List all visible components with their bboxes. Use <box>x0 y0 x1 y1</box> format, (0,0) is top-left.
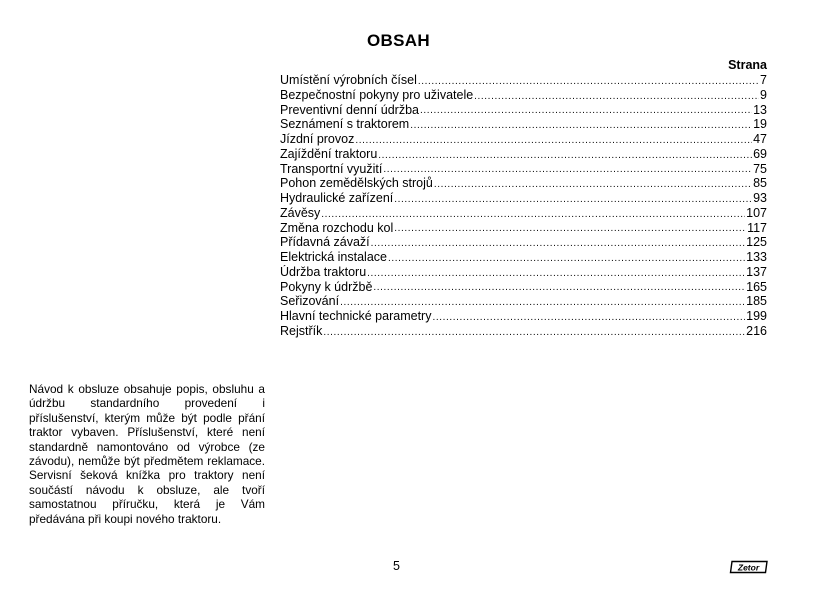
toc-entry-label: Elektrická instalace <box>280 250 387 264</box>
toc-dot-leader <box>383 163 752 176</box>
page-number: 5 <box>393 559 400 573</box>
toc-entry-page: 199 <box>746 309 767 323</box>
toc-entry <box>280 280 767 295</box>
toc-entry-label: Údržba traktoru <box>280 264 367 279</box>
toc-entry <box>280 309 767 324</box>
toc-dot-leader <box>474 90 759 103</box>
toc-dot-leader <box>410 119 752 132</box>
toc-entry-label: Rejstřík <box>280 323 323 338</box>
toc-entry-label: Přídavná závaží <box>280 235 370 250</box>
toc-entry <box>280 235 767 250</box>
toc-dot-leader <box>434 178 752 191</box>
toc-entry-page: 125 <box>746 235 767 250</box>
toc-entry-label: Hlavní technické parametry <box>280 309 432 323</box>
logo-text: Zetor <box>737 562 760 573</box>
toc-dot-leader <box>394 193 752 206</box>
toc-entry-label: Pohon zemědělských strojů <box>280 176 433 191</box>
toc-entry <box>280 250 767 265</box>
toc-entry-page: 133 <box>746 250 767 264</box>
table-of-contents <box>280 58 767 339</box>
toc-entry-label: Závěsy <box>280 205 321 220</box>
toc-entry-page: 216 <box>746 323 767 338</box>
toc-entry <box>280 88 767 103</box>
toc-entry-page: 137 <box>746 264 767 279</box>
page-title: OBSAH <box>367 31 430 50</box>
manual-note: Návod k obsluze obsahuje popis, obsluhu a údržbu standardního provedení i příslušenství, kterým může být podle přání traktor vybaven. Příslušenství, které není standardně namontováno od výrobce (ze závodu), nemůže být předmětem reklamace. Servisní šeková knížka pro traktory není součástí návodu k obsluze, ale tvoří samostatnou příručku, která je Vám předávána při koupi nového traktoru. <box>29 382 265 526</box>
toc-dot-leader <box>371 237 746 250</box>
toc-entry-label: Bezpečnostní pokyny pro uživatele <box>280 87 474 102</box>
toc-entry-page: 9 <box>760 87 767 102</box>
toc-entry <box>280 191 767 206</box>
toc-dot-leader <box>355 134 752 147</box>
toc-entry-label: Zajíždění traktoru <box>280 146 378 161</box>
toc-entry-label: Seznámení s traktorem <box>280 117 410 132</box>
toc-dot-leader <box>394 222 746 235</box>
toc-entry <box>280 132 767 147</box>
toc-entry-page: 47 <box>753 132 767 146</box>
toc-entry <box>280 324 767 339</box>
toc-entry-page: 117 <box>747 220 767 235</box>
toc-dot-leader <box>323 326 745 339</box>
toc-entry-page: 7 <box>760 73 767 87</box>
toc-dot-leader <box>340 296 745 309</box>
toc-dot-leader <box>388 252 745 265</box>
toc-entry-label: Hydraulické zařízení <box>280 191 394 205</box>
toc-entry-page: 85 <box>753 176 767 191</box>
toc-dot-leader <box>367 267 745 280</box>
toc-entry <box>280 265 767 280</box>
toc-entry-label: Pokyny k údržbě <box>280 279 373 294</box>
toc-entry <box>280 117 767 132</box>
toc-dot-leader <box>432 311 745 324</box>
zetor-logo-icon <box>729 560 769 574</box>
toc-dot-leader <box>420 104 752 117</box>
toc-entry-page: 19 <box>753 117 767 132</box>
toc-dot-leader <box>373 281 745 294</box>
toc-entry <box>280 103 767 118</box>
toc-dot-leader <box>321 208 745 221</box>
toc-entry <box>280 176 767 191</box>
toc-entry-label: Jízdní provoz <box>280 132 355 146</box>
toc-dot-leader <box>418 75 759 88</box>
toc-entry-label: Seřizování <box>280 294 340 309</box>
toc-entry-page: 75 <box>753 161 767 176</box>
toc-entry-page: 13 <box>753 102 767 117</box>
toc-entry-label: Preventivní denní údržba <box>280 102 419 117</box>
toc-list <box>280 73 767 339</box>
toc-entry <box>280 73 767 88</box>
toc-entry <box>280 162 767 177</box>
toc-entry-label: Umístění výrobních čísel <box>280 73 417 87</box>
toc-entry-page: 93 <box>753 191 767 205</box>
toc-entry-label: Změna rozchodu kol <box>280 220 394 235</box>
toc-dot-leader <box>378 149 752 162</box>
toc-page-header: Strana <box>728 58 767 72</box>
toc-entry-page: 69 <box>753 146 767 161</box>
toc-entry <box>280 221 767 236</box>
toc-entry <box>280 294 767 309</box>
toc-entry <box>280 147 767 162</box>
toc-entry <box>280 206 767 221</box>
toc-entry-page: 185 <box>746 294 767 309</box>
toc-entry-page: 165 <box>746 279 767 294</box>
toc-entry-label: Transportní využití <box>280 161 383 176</box>
toc-entry-page: 107 <box>746 205 767 220</box>
